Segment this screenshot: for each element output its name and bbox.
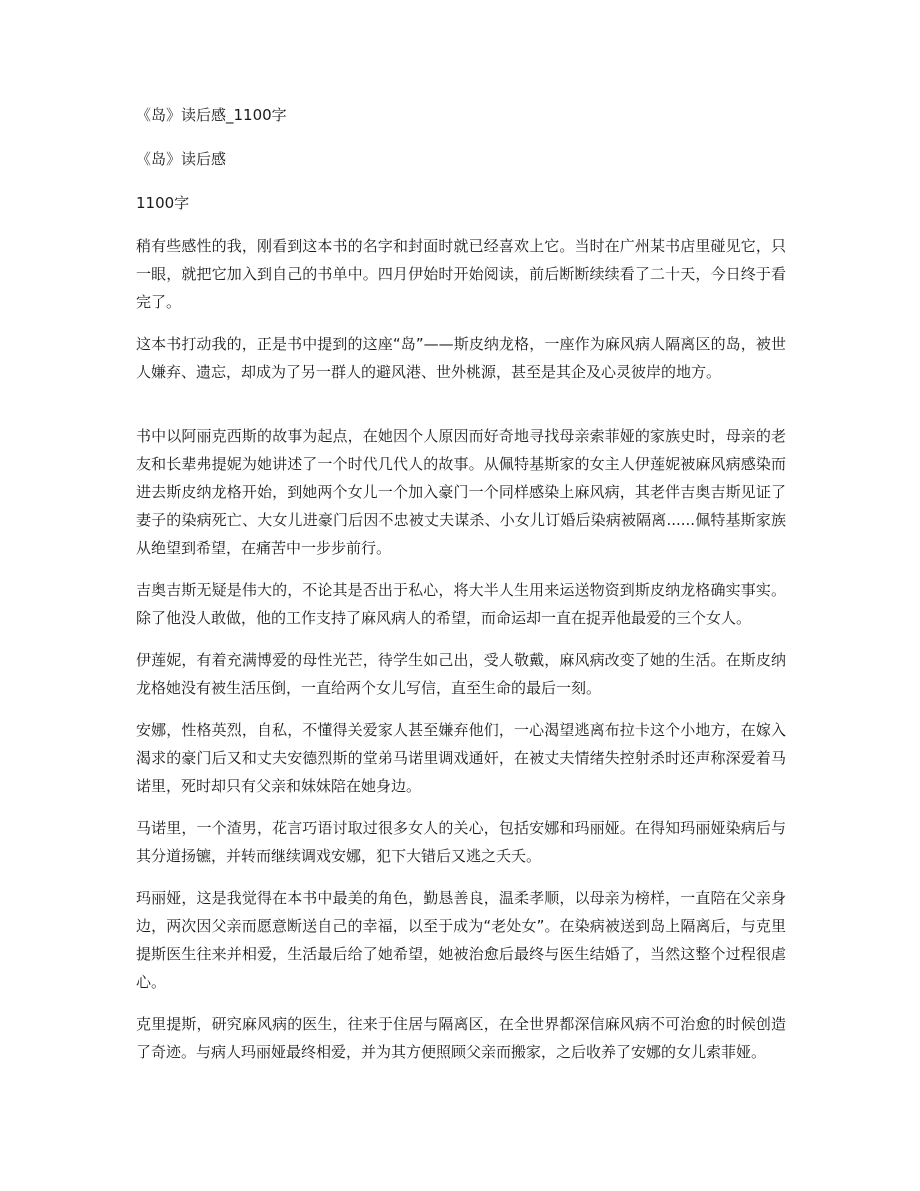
paragraph: 玛丽娅，这是我觉得在本书中最美的角色，勤恳善良，温柔孝顺，以母亲为榜样，一直陪在父亲身边，两次因父亲而愿意断送自己的幸福，以至于成为“老处女”。在染病被送到岛上隔离后，与克里提斯医生往来并相爱，生活最后给了她希望，她被治愈后最终与医生结婚了，当然这整个过程很虐心。 bbox=[136, 889, 786, 991]
paragraph: 这本书打动我的，正是书中提到的这座“岛”——斯皮纳龙格，一座作为麻风病人隔离区的岛，被世人嫌弃、遗忘，却成为了另一群人的避风港、世外桃源，甚至是其企及心灵彼岸的地方。 bbox=[136, 335, 786, 381]
document-page bbox=[136, 100, 786, 1080]
paragraph: 安娜，性格英烈，自私，不懂得关爱家人甚至嫌弃他们，一心渴望逃离布拉卡这个小地方，在嫁入渴求的豪门后又和丈夫安德烈斯的堂弟马诺里调戏通奸，在被丈夫情绪失控射杀时还声称深爱着马诺里，死时却只有父亲和妹妹陪在她身边。 bbox=[136, 721, 786, 795]
paragraph: 稍有些感性的我，刚看到这本书的名字和封面时就已经喜欢上它。当时在广州某书店里碰见它，只一眼，就把它加入到自己的书单中。四月伊始时开始阅读，前后断断续续看了二十天，今日终于看完了。 bbox=[136, 237, 786, 311]
document-title: 《岛》读后感_1100字 bbox=[136, 106, 287, 124]
paragraph: 吉奥吉斯无疑是伟大的，不论其是否出于私心，将大半人生用来运送物资到斯皮纳龙格确实事实。除了他没人敢做，他的工作支持了麻风病人的希望，而命运却一直在捉弄他最爱的三个女人。 bbox=[136, 581, 786, 627]
word-count: 1100字 bbox=[136, 194, 190, 212]
document-subtitle: 《岛》读后感 bbox=[136, 150, 227, 168]
paragraph: 书中以阿丽克西斯的故事为起点，在她因个人原因而好奇地寻找母亲索菲娅的家族史时，母亲的老友和长辈弗提妮为她讲述了一个时代几代人的故事。从佩特基斯家的女主人伊莲妮被麻风病感染而进去斯皮纳龙格开始，到她两个女儿一个加入豪门一个同样感染上麻风病，其老伴吉奥吉斯见证了妻子的染病死亡、大女儿进豪门后因不忠被丈夫谋杀、小女儿订婚后染病被隔离......佩特基斯家族从绝望到希望，在痛苦中一步步前行。 bbox=[136, 427, 786, 557]
paragraph: 克里提斯，研究麻风病的医生，往来于住居与隔离区，在全世界都深信麻风病不可治愈的时候创造了奇迹。与病人玛丽娅最终相爱，并为其方便照顾父亲而搬家，之后收养了安娜的女儿索菲娅。 bbox=[136, 1015, 786, 1061]
paragraph: 马诺里，一个渣男，花言巧语讨取过很多女人的关心，包括安娜和玛丽娅。在得知玛丽娅染病后与其分道扬镳，并转而继续调戏安娜，犯下大错后又逃之夭夭。 bbox=[136, 819, 786, 865]
spacer bbox=[136, 400, 786, 422]
paragraph: 伊莲妮，有着充满博爱的母性光芒，待学生如己出，受人敬戴，麻风病改变了她的生活。在斯皮纳龙格她没有被生活压倒，一直给两个女儿写信，直至生命的最后一刻。 bbox=[136, 651, 786, 697]
